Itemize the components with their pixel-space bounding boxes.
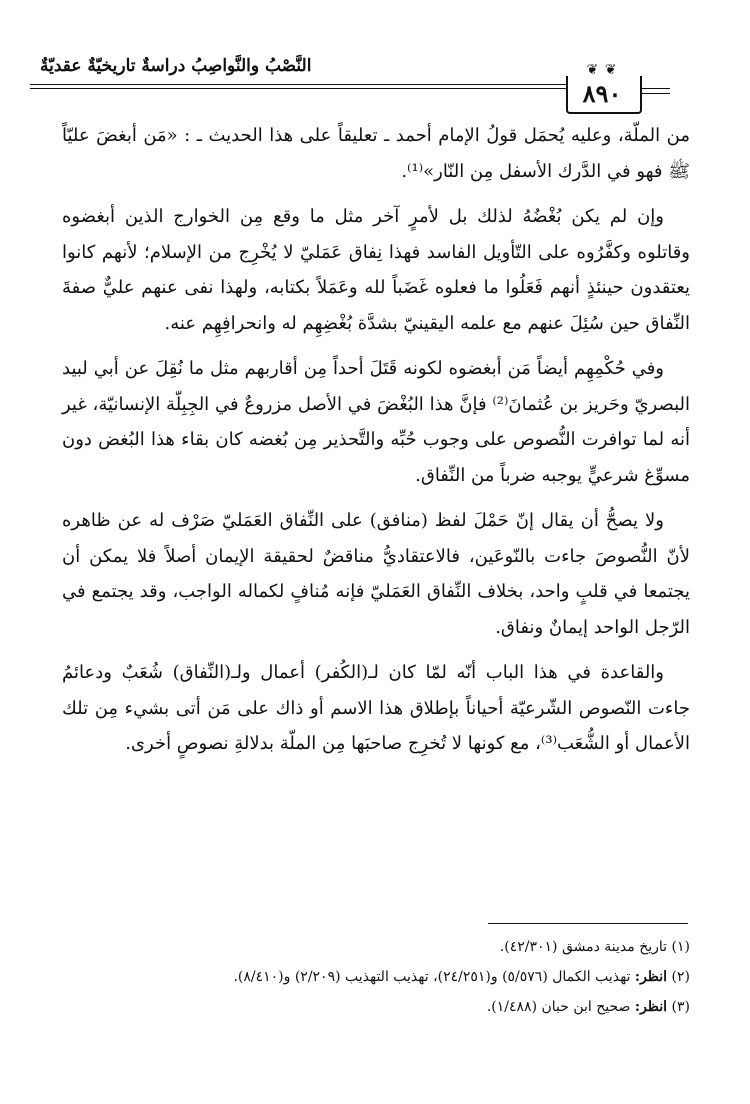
footnote-marker: (١) [671,939,690,955]
page-number: ٨٩٠ [582,79,622,108]
footnote-separator [488,923,688,924]
footnote-label: انظر: [634,999,668,1015]
footnote-1 [62,934,690,960]
page-number-rule-double [640,93,670,94]
header-rule-double [30,88,566,89]
footnote-text: صحيح ابن حبان (١/٤٨٨). [486,999,631,1015]
running-title: النَّصْبُ والنَّواصِبُ دراسةٌ تاريخيّةٌ عقديّةٌ [40,56,312,76]
footnote-2 [62,964,690,990]
page-number-rule [640,88,670,89]
header-rule [30,84,566,85]
footnote-label: انظر: [634,969,668,985]
paragraph-5: والقاعدة في هذا الباب أنّه لمّا كان لـ(الكُفر) أعمال ولـ(النِّفاق) شُعَبٌ ودعائمُ جاءت النّصوص الشّرعيّة أحياناً بإطلاق هذا الاسم أو ذاك على مَن أتى بشيء مِن تلك الأعمال أو الشُّعَب⁽³⁾، مع كونها لا تُخرِج صاحبَها مِن الملّة بدلالةِ نصوصٍ أخرى. [62,662,690,754]
paragraph-2: وإن لم يكن بُغْضُهُ لذلك بل لأمرٍ آخر مثل ما وقع مِن الخوارج الذين أبغضوه وقاتلوه وكفَّرُوه على التّأويل الفاسد فهذا نِفاق عَمَليّ لا يُخْرِج من الإسلام؛ لأنهم كانوا يعتقدون حينئذٍ أنهم فَعَلُوا ما فعلوه غَضَباً لله وعَمَلاً بكتابه، ولهذا نفى عنهم عليٌّ صفةَ النِّفاق حين سُئِلَ عنهم مع علمه اليقينيّ بشدَّة بُغْضِهِم له وانحرافِهِم عنه. [62,206,690,334]
paragraph-4: ولا يصحُّ أن يقال إنّ حَمْلَ لفظ (منافق) على النِّفاق العَمَليّ صَرْف له عن ظاهره لأنّ النُّصوصَ جاءت بالنّوعَين، فالاعتقاديُّ مناقضٌ لحقيقة الإيمان أصلاً فلا يمكن أن يجتمعا في قلبٍ واحد، بخلاف النِّفاق العَمَليّ فإنه مُنافٍ لكماله الواجب، وقد يجتمع في الرّجل الواحد إيمانٌ ونفاق. [62,510,690,638]
footnote-text: تهذيب الكمال (٥/٥٧٦) و(٢٤/٢٥١)، تهذيب التهذيب (٢/٢٠٩) و(٨/٤١٠). [233,969,631,985]
body-text [62,118,690,772]
paragraph-1: من الملّة، وعليه يُحمَل قولُ الإمام أحمد ـ تعليقاً على هذا الحديث ـ : «مَن أبغضَ عليّاً ﷺ فهو في الدَّرك الأسفل مِن النّار»⁽¹⁾. [62,125,690,182]
ornament-icon: ❦ ❦ [586,62,618,78]
footnote-text: تاريخ مدينة دمشق (٤٢/٣٠١). [499,939,668,955]
footnote-marker: (٢) [671,969,690,985]
paragraph-3: وفي حُكْمِهِم أيضاً مَن أبغضوه لكونه قَتَلَ أحداً مِن أقاربهم مثل ما نُقِلَ عن أبي لبيد البصريّ وحَريز بن عُثمانَ⁽²⁾ فإنَّ هذا البُغْضَ في الأصل مزروعٌ في الجِبِلّة الإنسانيّة، غير أنه لما توافرت النُّصوص على وجوب حُبِّه والتَّحذير مِن بُغضه كان بقاء هذا البُغض دون مسوِّغ شرعيٍّ يوجبه ضرباً من النِّفاق. [62,358,690,486]
footnote-3 [62,994,690,1020]
footnote-marker: (٣) [671,999,690,1015]
footnotes [62,934,690,1024]
